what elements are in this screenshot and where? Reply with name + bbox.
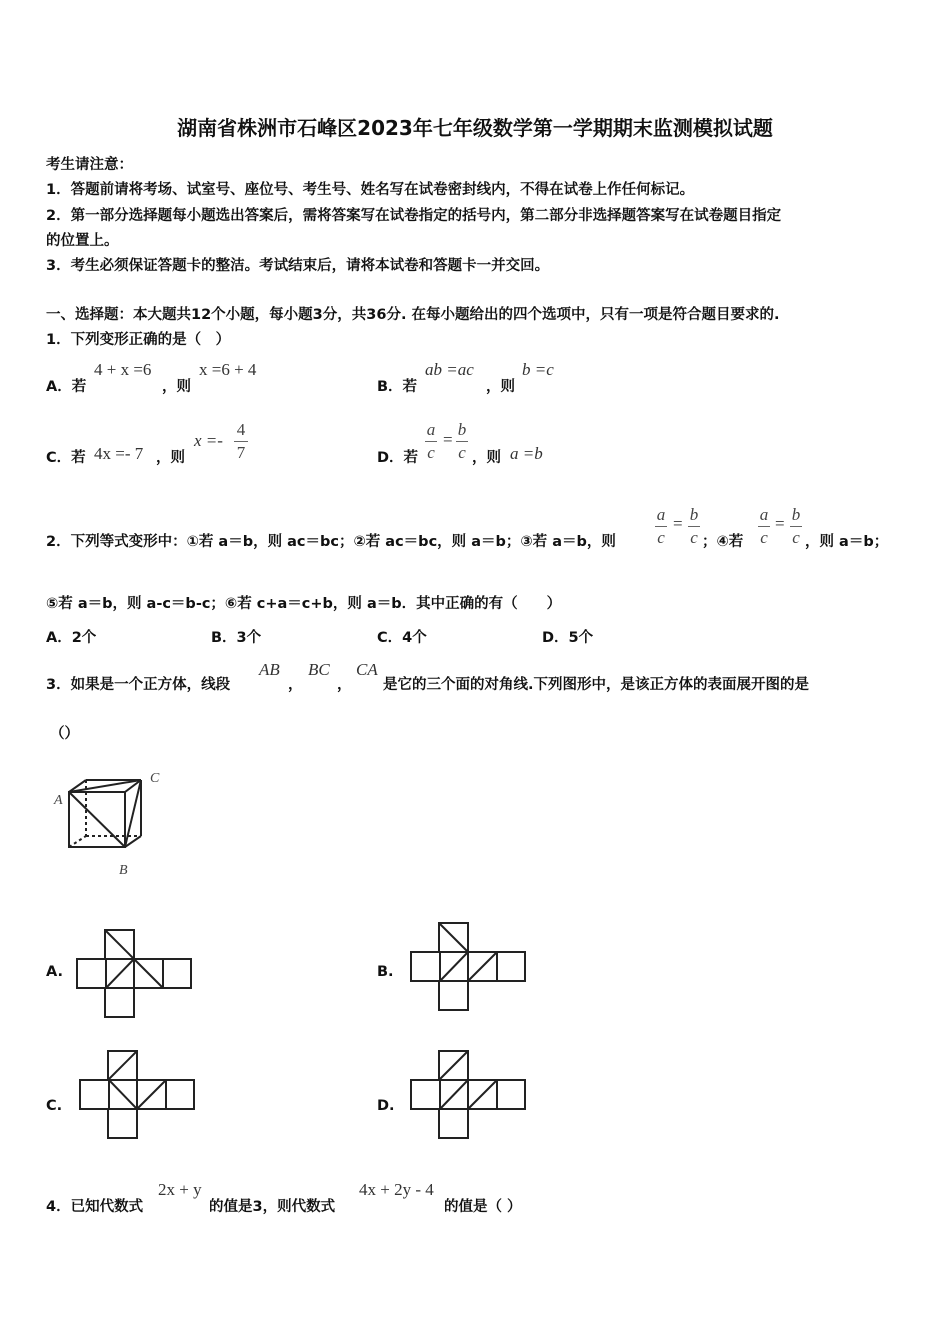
net-option-b xyxy=(409,921,529,1015)
q2-frac-left-2 xyxy=(758,505,770,548)
equals-sign: = xyxy=(775,514,785,533)
numerator: b xyxy=(791,505,801,524)
notice-item: 的位置上。 xyxy=(46,233,119,249)
numerator: a xyxy=(656,505,666,524)
denominator: c xyxy=(458,443,466,462)
q1-d-eq2: a =b xyxy=(510,444,543,463)
segment-bc: BC xyxy=(308,660,330,679)
q2-frac-right xyxy=(688,505,700,548)
q2-option-c: C．4个 xyxy=(377,630,427,646)
section-heading: 一、选择题：本大题共12个小题，每小题3分，共36分. 在每小题给出的四个选项中，只有一项是符合题目要求的. xyxy=(46,307,780,323)
denominator: 7 xyxy=(236,443,246,462)
denominator: c xyxy=(657,528,665,547)
denominator: c xyxy=(760,528,768,547)
notice-heading: 考生请注意： xyxy=(46,157,133,173)
vertex-label-b: B xyxy=(119,863,128,878)
vertex-label-c: C xyxy=(150,771,160,786)
notice-item: 1．答题前请将考场、试室号、座位号、考生号、姓名写在试卷密封线内，不得在试卷上作任何标记。 xyxy=(46,182,695,198)
q1-c-fraction xyxy=(234,420,248,463)
q1-stem: 1．下列变形正确的是（ ） xyxy=(46,332,231,348)
q1-c-mid: ，则 xyxy=(156,450,185,466)
q1-b-eq1: ab =ac xyxy=(425,360,474,379)
numerator: a xyxy=(759,505,769,524)
q4-suffix: 的值是（ ） xyxy=(444,1199,522,1215)
denominator: c xyxy=(792,528,800,547)
net-option-c xyxy=(78,1049,198,1143)
net-option-d xyxy=(409,1049,529,1143)
denominator: c xyxy=(427,443,435,462)
q2-frac-right-2 xyxy=(790,505,802,548)
vertex-label-a: A xyxy=(54,793,63,808)
q1-a-eq1: 4 + x =6 xyxy=(94,360,152,379)
q4-mid: 的值是3，则代数式 xyxy=(209,1199,336,1215)
q1-d-mid: ，则 xyxy=(472,450,501,466)
q2-option-d: D．5个 xyxy=(542,630,594,646)
q1-c-eq2: x =- xyxy=(194,431,223,450)
q1-b-eq2: b =c xyxy=(522,360,554,379)
q3-prefix: 3．如果是一个正方体，线段 xyxy=(46,677,231,693)
q3-option-d-label: D. xyxy=(377,1098,395,1114)
numerator: 4 xyxy=(236,420,246,439)
q1-option-a-label: A．若 xyxy=(46,379,87,395)
q4-prefix: 4．已知代数式 xyxy=(46,1199,144,1215)
segment-ca: CA xyxy=(356,660,378,679)
denominator: c xyxy=(690,528,698,547)
numerator: a xyxy=(426,420,436,439)
segment-ab: AB xyxy=(259,660,280,679)
q2-line2: ⑤若 a＝b，则 a-c＝b-c；⑥若 c+a＝c+b，则 a＝b．其中正确的有（ ） xyxy=(46,596,562,612)
numerator: b xyxy=(689,505,699,524)
net-option-a xyxy=(75,928,195,1022)
q3-option-a-label: A. xyxy=(46,964,63,980)
comma: ， xyxy=(288,677,303,693)
comma: ， xyxy=(337,677,352,693)
q1-d-frac-right xyxy=(456,420,468,463)
q3-paren: （） xyxy=(50,726,79,742)
page-title: 湖南省株洲市石峰区2023年七年级数学第一学期期末监测模拟试题 xyxy=(177,116,773,140)
q2-line1: 2．下列等式变形中：①若 a＝b，则 ac＝bc；②若 ac＝bc，则 a＝b；③若 a＝b，则 xyxy=(46,534,616,550)
q2-option-b: B．3个 xyxy=(211,630,262,646)
q1-option-c-label: C．若 xyxy=(46,450,86,466)
q2-option-a: A．2个 xyxy=(46,630,97,646)
q4-expr1: 2x + y xyxy=(158,1180,202,1199)
equals-sign: = xyxy=(443,430,453,449)
q2-frac-left xyxy=(655,505,667,548)
q3-option-c-label: C. xyxy=(46,1098,63,1114)
q1-option-d-label: D．若 xyxy=(377,450,419,466)
notice-item: 3．考生必须保证答题卡的整洁。考试结束后，请将本试卷和答题卡一并交回。 xyxy=(46,258,550,274)
q2-line1c: ，则 a＝b； xyxy=(805,534,889,550)
numerator: b xyxy=(457,420,467,439)
q3-option-b-label: B. xyxy=(377,964,394,980)
equals-sign: = xyxy=(673,514,683,533)
q1-a-eq2: x =6 + 4 xyxy=(199,360,257,379)
notice-item: 2．第一部分选择题每小题选出答案后，需将答案写在试卷指定的括号内，第二部分非选择题答案写在试卷题目指定 xyxy=(46,208,782,224)
q4-expr2: 4x + 2y - 4 xyxy=(359,1180,434,1199)
q1-c-eq1: 4x =- 7 xyxy=(94,444,144,463)
cube-figure xyxy=(46,768,176,883)
q1-d-frac-left xyxy=(425,420,437,463)
q3-suffix: 是它的三个面的对角线.下列图形中，是该正方体的表面展开图的是 xyxy=(383,677,810,693)
q2-line1b: ；④若 xyxy=(702,534,744,550)
q1-a-mid: ，则 xyxy=(162,379,191,395)
q1-option-b-label: B．若 xyxy=(377,379,418,395)
q1-b-mid: ，则 xyxy=(486,379,515,395)
